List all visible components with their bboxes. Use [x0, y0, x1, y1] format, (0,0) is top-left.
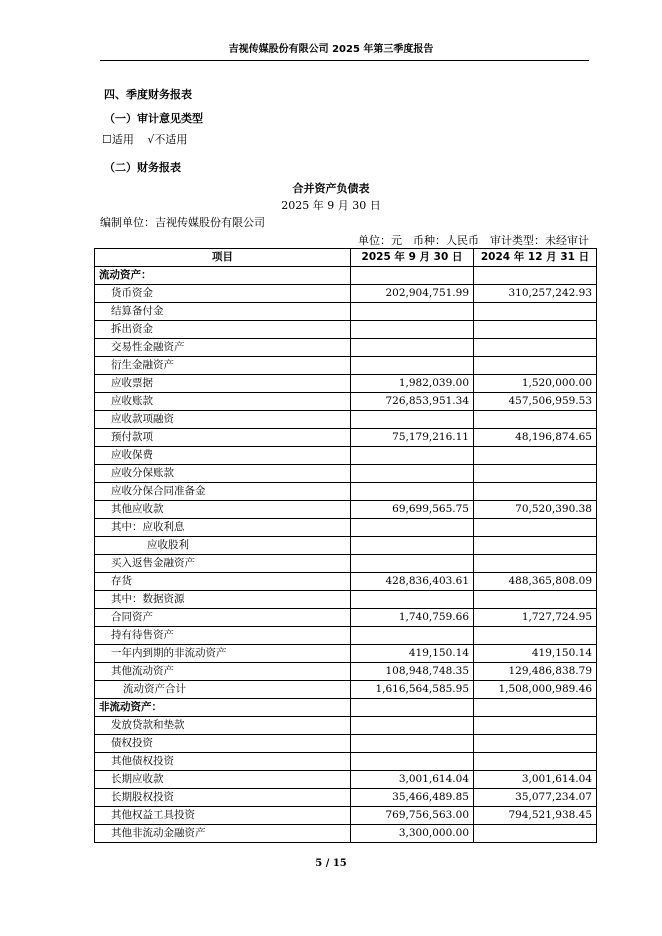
- value-current: 419,150.14: [351, 645, 474, 663]
- value-prior: [474, 537, 597, 555]
- value-prior: [474, 519, 597, 537]
- row-label: 应收款项融资: [95, 411, 351, 429]
- value-prior: [474, 735, 597, 753]
- value-prior: [474, 825, 597, 843]
- table-row: [95, 537, 597, 555]
- table-row: [95, 429, 597, 447]
- value-current: [351, 267, 474, 285]
- value-current: [351, 321, 474, 339]
- table-row: [95, 717, 597, 735]
- value-prior: 457,506,959.53: [474, 393, 597, 411]
- row-label: 长期股权投资: [95, 789, 351, 807]
- balance-sheet-table: [94, 248, 597, 843]
- table-row: [95, 411, 597, 429]
- value-current: 3,300,000.00: [351, 825, 474, 843]
- value-current: [351, 519, 474, 537]
- header-item: 项目: [95, 249, 351, 267]
- table-row: [95, 591, 597, 609]
- value-prior: 310,257,242.93: [474, 285, 597, 303]
- table-row: [95, 285, 597, 303]
- table-row: [95, 735, 597, 753]
- value-prior: [474, 717, 597, 735]
- table-row: [95, 627, 597, 645]
- value-current: 769,756,563.00: [351, 807, 474, 825]
- value-prior: 129,486,838.79: [474, 663, 597, 681]
- row-label: 其中：数据资源: [95, 591, 351, 609]
- value-prior: [474, 627, 597, 645]
- row-label: 债权投资: [95, 735, 351, 753]
- table-row: [95, 267, 597, 285]
- value-prior: 1,727,724.95: [474, 609, 597, 627]
- value-current: [351, 483, 474, 501]
- value-prior: 3,001,614.04: [474, 771, 597, 789]
- row-label: 流动资产：: [95, 267, 351, 285]
- row-label: 其中：应收利息: [95, 519, 351, 537]
- page-number: 5 / 15: [315, 858, 347, 869]
- value-current: [351, 357, 474, 375]
- value-prior: [474, 267, 597, 285]
- value-prior: [474, 753, 597, 771]
- value-current: [351, 699, 474, 717]
- header-prior: 2024 年 12 月 31 日: [474, 249, 597, 267]
- statement-title: 合并资产负债表: [292, 182, 370, 195]
- value-current: [351, 735, 474, 753]
- preparer: 编制单位：吉视传媒股份有限公司: [100, 216, 265, 229]
- row-label: 其他应收款: [95, 501, 351, 519]
- table-row: [95, 483, 597, 501]
- value-prior: 794,521,938.45: [474, 807, 597, 825]
- table-row: [95, 321, 597, 339]
- value-current: 1,616,564,585.95: [351, 681, 474, 699]
- row-label: 发放贷款和垫款: [95, 717, 351, 735]
- row-label: 持有待售资产: [95, 627, 351, 645]
- value-current: 726,853,951.34: [351, 393, 474, 411]
- value-current: 428,836,403.61: [351, 573, 474, 591]
- table-row: [95, 339, 597, 357]
- value-current: [351, 447, 474, 465]
- header-divider: [100, 60, 589, 61]
- table-row: [95, 519, 597, 537]
- value-prior: [474, 447, 597, 465]
- value-current: [351, 411, 474, 429]
- value-prior: 1,508,000,989.46: [474, 681, 597, 699]
- row-label: 其他权益工具投资: [95, 807, 351, 825]
- value-prior: [474, 303, 597, 321]
- value-current: [351, 627, 474, 645]
- checkbox-empty-icon: ☐: [102, 133, 112, 146]
- value-prior: 70,520,390.38: [474, 501, 597, 519]
- value-current: [351, 537, 474, 555]
- value-prior: [474, 465, 597, 483]
- table-row: [95, 789, 597, 807]
- value-current: [351, 303, 474, 321]
- value-current: [351, 465, 474, 483]
- value-prior: 35,077,234.07: [474, 789, 597, 807]
- row-label: 非流动资产：: [95, 699, 351, 717]
- table-row: [95, 555, 597, 573]
- row-label: 应收股利: [95, 537, 351, 555]
- value-current: 1,740,759.66: [351, 609, 474, 627]
- value-current: [351, 591, 474, 609]
- option-not-applicable: 不适用: [154, 133, 188, 146]
- audit-options: [102, 131, 187, 147]
- value-current: 3,001,614.04: [351, 771, 474, 789]
- row-label: 结算备付金: [95, 303, 351, 321]
- value-prior: [474, 591, 597, 609]
- row-label: 应收分保合同准备金: [95, 483, 351, 501]
- table-row: [95, 465, 597, 483]
- row-label: 一年内到期的非流动资产: [95, 645, 351, 663]
- row-label: 货币资金: [95, 285, 351, 303]
- row-label: 预付款项: [95, 429, 351, 447]
- row-label: 其他非流动金融资产: [95, 825, 351, 843]
- value-prior: [474, 699, 597, 717]
- table-row: [95, 771, 597, 789]
- value-current: 202,904,751.99: [351, 285, 474, 303]
- table-row: [95, 645, 597, 663]
- row-label: 应收保费: [95, 447, 351, 465]
- value-prior: [474, 483, 597, 501]
- value-prior: [474, 339, 597, 357]
- value-current: [351, 753, 474, 771]
- row-label: 存货: [95, 573, 351, 591]
- table-row: [95, 447, 597, 465]
- row-label: 长期应收款: [95, 771, 351, 789]
- option-applicable: 适用: [111, 133, 134, 146]
- audit-opinion-title: （一）审计意见类型: [104, 112, 203, 125]
- value-current: 69,699,565.75: [351, 501, 474, 519]
- value-current: 108,948,748.35: [351, 663, 474, 681]
- row-label: 买入返售金融资产: [95, 555, 351, 573]
- table-row: [95, 681, 597, 699]
- row-label: 应收票据: [95, 375, 351, 393]
- row-label: 交易性金融资产: [95, 339, 351, 357]
- check-icon: √: [147, 133, 155, 146]
- units-line: 单位：元 币种：人民币 审计类型：未经审计: [358, 234, 589, 247]
- value-current: 75,179,216.11: [351, 429, 474, 447]
- value-prior: [474, 321, 597, 339]
- section-title: 四、季度财务报表: [104, 88, 192, 101]
- value-prior: [474, 555, 597, 573]
- value-current: 35,466,489.85: [351, 789, 474, 807]
- financial-statements-title: （二）财务报表: [104, 161, 181, 174]
- table-row: [95, 375, 597, 393]
- row-label: 其他债权投资: [95, 753, 351, 771]
- report-header: 吉视传媒股份有限公司 2025 年第三季度报告: [228, 44, 434, 55]
- row-label: 应收账款: [95, 393, 351, 411]
- row-label: 流动资产合计: [95, 681, 351, 699]
- value-prior: 419,150.14: [474, 645, 597, 663]
- table-row: [95, 573, 597, 591]
- value-current: [351, 555, 474, 573]
- statement-date: 2025 年 9 月 30 日: [281, 199, 381, 212]
- value-current: [351, 717, 474, 735]
- table-row: [95, 609, 597, 627]
- header-current: 2025 年 9 月 30 日: [351, 249, 474, 267]
- value-prior: [474, 411, 597, 429]
- table-row: [95, 393, 597, 411]
- row-label: 拆出资金: [95, 321, 351, 339]
- row-label: 其他流动资产: [95, 663, 351, 681]
- value-prior: 48,196,874.65: [474, 429, 597, 447]
- table-row: [95, 663, 597, 681]
- row-label: 衍生金融资产: [95, 357, 351, 375]
- value-prior: [474, 357, 597, 375]
- table-row: [95, 699, 597, 717]
- table-row: [95, 501, 597, 519]
- table-header-row: [95, 249, 597, 267]
- value-current: 1,982,039.00: [351, 375, 474, 393]
- value-prior: 1,520,000.00: [474, 375, 597, 393]
- table-row: [95, 303, 597, 321]
- table-row: [95, 357, 597, 375]
- table-row: [95, 807, 597, 825]
- value-current: [351, 339, 474, 357]
- row-label: 应收分保账款: [95, 465, 351, 483]
- value-prior: 488,365,808.09: [474, 573, 597, 591]
- table-row: [95, 825, 597, 843]
- table-row: [95, 753, 597, 771]
- row-label: 合同资产: [95, 609, 351, 627]
